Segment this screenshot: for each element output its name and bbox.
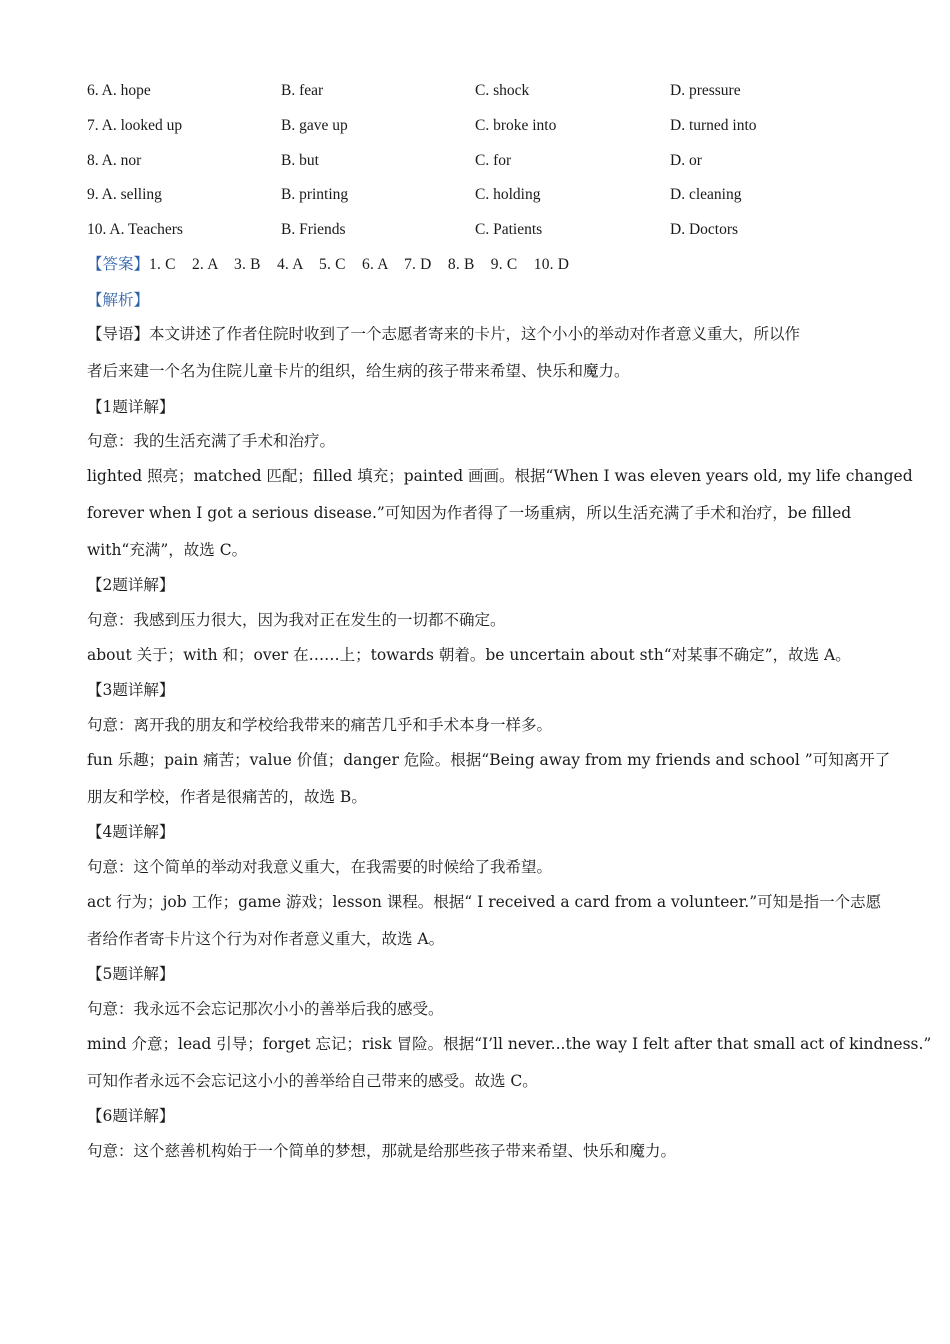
option-a: 10. A. Teachers (87, 221, 183, 238)
option-a: 9. A. selling (87, 186, 162, 203)
q3-meaning: 句意：离开我的朋友和学校给我带来的痛苦几乎和手术本身一样多。 (87, 716, 553, 734)
option-b: B. fear (281, 82, 324, 99)
q2-heading: 【2题详解】 (87, 576, 175, 594)
option-d: D. or (670, 152, 702, 169)
q1-explain-3: with“充满”，故选 C。 (87, 541, 248, 559)
q1-heading: 【1题详解】 (87, 398, 175, 416)
q3-explain-1: fun 乐趣；pain 痛苦；value 价值；danger 危险。根据“Being away from my friends and school ”可知离开了 (87, 751, 891, 769)
q3-explain-2: 朋友和学校，作者是很痛苦的，故选 B。 (87, 788, 367, 806)
q3-heading: 【3题详解】 (87, 681, 175, 699)
q2-explain-1: about 关于；with 和；over 在……上；towards 朝着。be uncertain about sth“对某事不确定”，故选 A。 (87, 646, 851, 664)
option-d: D. pressure (670, 82, 741, 99)
option-d: D. cleaning (670, 186, 742, 203)
options-row-7 (87, 117, 887, 141)
q1-explain-1: lighted 照亮；matched 匹配；filled 填充；painted 画画。根据“When I was eleven years old, my life changed (87, 467, 913, 485)
intro-line-1: 【导语】本文讲述了作者住院时收到了一个志愿者寄来的卡片，这个小小的举动对作者意义重大，所以作 (87, 325, 801, 343)
option-b: B. but (281, 152, 319, 169)
q2-meaning: 句意：我感到压力很大，因为我对正在发生的一切都不确定。 (87, 611, 506, 629)
analysis-label: 【解析】 (87, 291, 150, 309)
option-a: 6. A. hope (87, 82, 151, 99)
option-d: D. Doctors (670, 221, 739, 238)
answer-line (87, 253, 877, 276)
options-row-6 (87, 82, 887, 106)
q1-meaning: 句意：我的生活充满了手术和治疗。 (87, 432, 336, 450)
q4-heading: 【4题详解】 (87, 823, 175, 841)
option-a: 8. A. nor (87, 152, 142, 169)
option-c: C. for (475, 152, 512, 169)
answer-label: 【答案】 (87, 255, 150, 273)
q4-explain-2: 者给作者寄卡片这个行为对作者意义重大，故选 A。 (87, 930, 445, 948)
option-c: C. holding (475, 186, 541, 203)
option-a: 7. A. looked up (87, 117, 183, 134)
option-b: B. Friends (281, 221, 346, 238)
option-d: D. turned into (670, 117, 757, 134)
q6-meaning: 句意：这个慈善机构始于一个简单的梦想，那就是给那些孩子带来希望、快乐和魔力。 (87, 1142, 677, 1160)
q5-meaning: 句意：我永远不会忘记那次小小的善举后我的感受。 (87, 1000, 444, 1018)
option-c: C. broke into (475, 117, 557, 134)
options-row-10 (87, 221, 887, 245)
options-row-9 (87, 186, 887, 210)
option-b: B. printing (281, 186, 349, 203)
q6-heading: 【6题详解】 (87, 1107, 175, 1125)
option-c: C. Patients (475, 221, 543, 238)
option-c: C. shock (475, 82, 530, 99)
q4-explain-1: act 行为；job 工作；game 游戏；lesson 课程。根据“ I received a card from a volunteer.”可知是指一个志愿 (87, 893, 882, 911)
q5-explain-1: mind 介意；lead 引导；forget 忘记；risk 冒险。根据“I’ll never...the way I felt after that small act of kindness.” (87, 1035, 932, 1053)
intro-line-2: 者后来建一个名为住院儿童卡片的组织，给生病的孩子带来希望、快乐和魔力。 (87, 362, 630, 380)
option-b: B. gave up (281, 117, 348, 134)
q4-meaning: 句意：这个简单的举动对我意义重大，在我需要的时候给了我希望。 (87, 858, 553, 876)
answer-values: 1. C 2. A 3. B 4. A 5. C 6. A 7. D 8. B 9. C 10. D (149, 256, 570, 273)
q5-explain-2: 可知作者永远不会忘记这小小的善举给自己带来的感受。故选 C。 (87, 1072, 538, 1090)
options-row-8 (87, 152, 887, 176)
q5-heading: 【5题详解】 (87, 965, 175, 983)
q1-explain-2: forever when I got a serious disease.”可知因为作者得了一场重病，所以生活充满了手术和治疗，be filled (87, 504, 852, 522)
